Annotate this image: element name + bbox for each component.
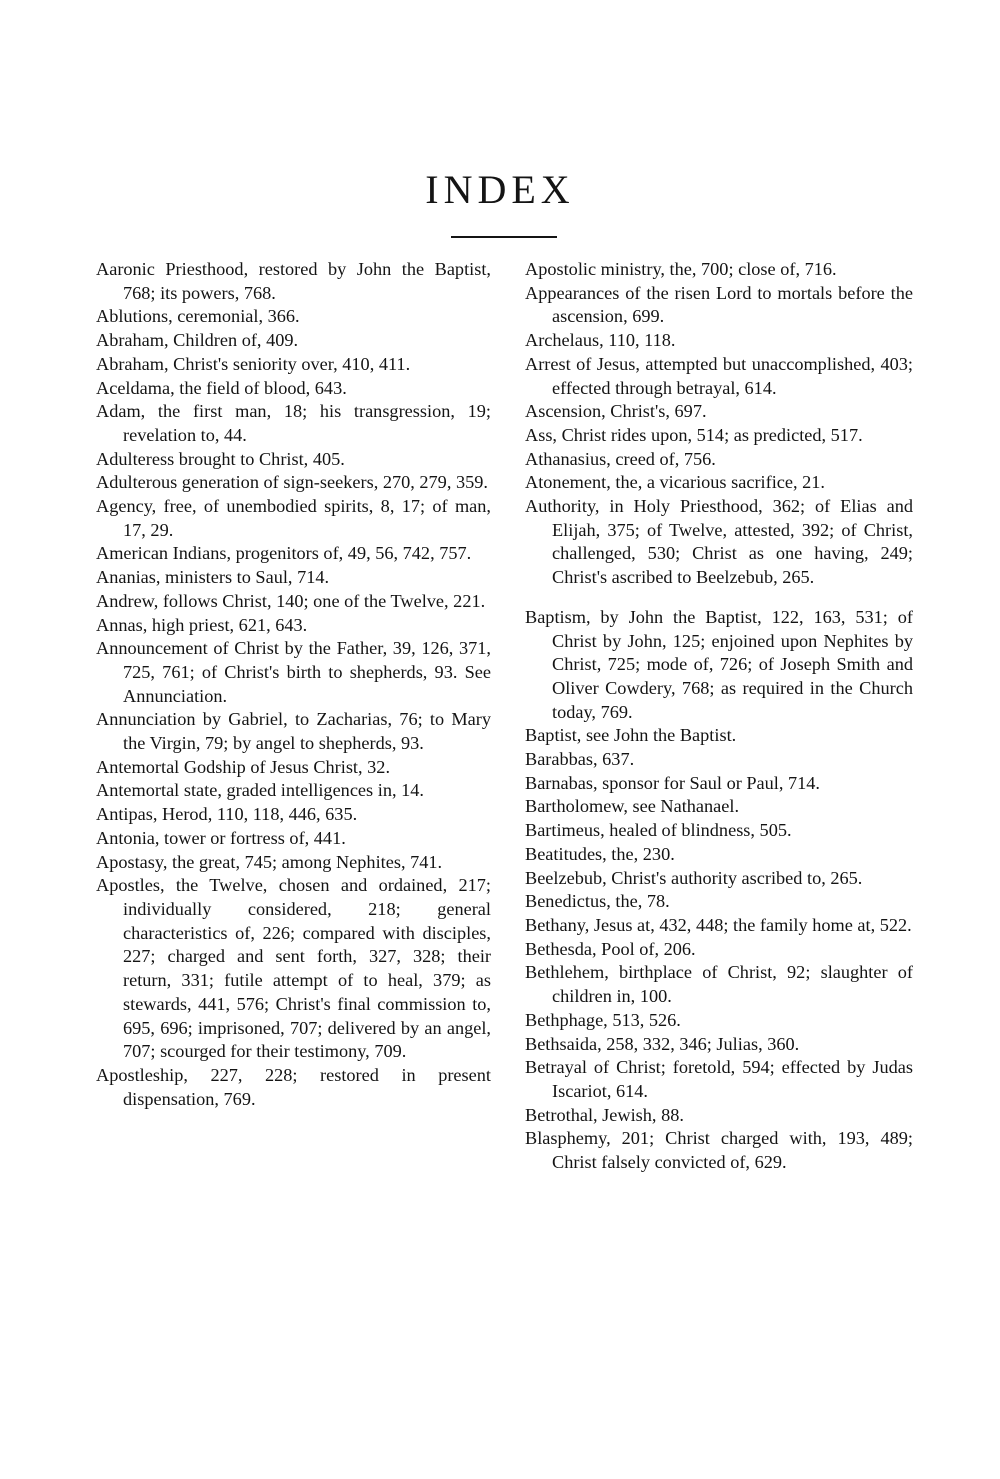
index-entry: Apostleship, 227, 228; restored in present dispensation, 769. <box>96 1064 491 1109</box>
index-column-left <box>96 258 491 1111</box>
index-entry: Adulterous generation of sign-seekers, 270, 279, 359. <box>96 472 488 493</box>
index-entry: Athanasius, creed of, 756. <box>525 448 716 469</box>
index-entry: Andrew, follows Christ, 140; one of the Twelve, 221. <box>96 590 486 611</box>
index-entry: Baptist, see John the Baptist. <box>525 725 737 746</box>
index-entry: Authority, in Holy Priesthood, 362; of Elias and Elijah, 375; of Twelve, attested, 392; of Christ, challenged, 530; Christ as one having, 249; Christ's ascribed to Beelzebub, 265. <box>525 496 913 588</box>
index-entry: Arrest of Jesus, attempted but unaccomplished, 403; effected through betrayal, 614. <box>525 353 913 398</box>
index-entry: Atonement, the, a vicarious sacrifice, 21. <box>525 472 826 493</box>
index-entry: Bethphage, 513, 526. <box>525 1009 681 1030</box>
index-entry: Benedictus, the, 78. <box>525 891 670 912</box>
index-entry: Barabbas, 637. <box>525 749 635 770</box>
index-entry: Betrayal of Christ; foretold, 594; effected by Judas Iscariot, 614. <box>525 1057 913 1101</box>
index-entry: Bethsaida, 258, 332, 346; Julias, 360. <box>525 1033 800 1054</box>
index-entry: Annas, high priest, 621, 643. <box>96 614 308 635</box>
index-entry: Annunciation by Gabriel, to Zacharias, 76; to Mary the Virgin, 79; by angel to shepherds, 93. <box>96 709 491 754</box>
index-entry: Aaronic Priesthood, restored by John the Baptist, 768; its powers, 768. <box>96 259 491 303</box>
index-entry: Antemortal state, graded intelligences in, 14. <box>96 780 424 801</box>
index-entry: Bartimeus, healed of blindness, 505. <box>525 820 792 841</box>
index-entry: Beatitudes, the, 230. <box>525 843 675 864</box>
index-entry: Apostles, the Twelve, chosen and ordained, 217; individually considered, 218; general characteristics of, 226; compared with disciples, 227; charged and sent forth, 327, 328; their return, 331; futile attempt of to heal, 379; as stewards, 441, 576; Christ's final commission to, 695, 696; imprisoned, 707; delivered by an angel, 707; scourged for their testimony, 709. <box>96 875 491 1062</box>
index-entry: Blasphemy, 201; Christ charged with, 193, 489; Christ falsely convicted of, 629. <box>525 1128 913 1173</box>
index-entry: Antipas, Herod, 110, 118, 446, 635. <box>96 804 358 825</box>
index-entry: Abraham, Children of, 409. <box>96 330 299 351</box>
index-entry: Ablutions, ceremonial, 366. <box>96 306 300 327</box>
index-entry: Barnabas, sponsor for Saul or Paul, 714. <box>525 772 820 793</box>
title-divider <box>451 236 557 238</box>
index-entry: Ass, Christ rides upon, 514; as predicted, 517. <box>525 424 863 445</box>
index-entry: Ananias, ministers to Saul, 714. <box>96 567 330 588</box>
page-title: INDEX <box>425 167 575 212</box>
index-entry: Apostolic ministry, the, 700; close of, 716. <box>525 259 837 279</box>
index-entry: Announcement of Christ by the Father, 39, 126, 371, 725, 761; of Christ's birth to shepherds, 93. See Annunciation. <box>96 638 491 706</box>
index-entry: Baptism, by John the Baptist, 122, 163, 531; of Christ by John, 125; enjoined upon Nephites by Christ, 725; mode of, 726; of Joseph Smith and Oliver Cowdery, 768; as required in the Church today, 769. <box>525 606 913 722</box>
index-entry: American Indians, progenitors of, 49, 56, 742, 757. <box>96 543 472 564</box>
index-entry: Bethany, Jesus at, 432, 448; the family home at, 522. <box>525 914 912 935</box>
index-entry: Bethlehem, birthplace of Christ, 92; slaughter of children in, 100. <box>525 962 913 1007</box>
index-entry: Bethesda, Pool of, 206. <box>525 938 696 959</box>
index-entry: Abraham, Christ's seniority over, 410, 411. <box>96 353 411 374</box>
index-entry: Bartholomew, see Nathanael. <box>525 796 740 817</box>
index-entry: Appearances of the risen Lord to mortals before the ascension, 699. <box>525 282 913 327</box>
index-entry: Antonia, tower or fortress of, 441. <box>96 827 346 848</box>
index-entry: Beelzebub, Christ's authority ascribed to, 265. <box>525 867 863 888</box>
index-entry: Ascension, Christ's, 697. <box>525 401 707 422</box>
index-entry: Antemortal Godship of Jesus Christ, 32. <box>96 756 391 777</box>
index-entry: Agency, free, of unembodied spirits, 8, 17; of man, 17, 29. <box>96 496 491 540</box>
index-entry: Aceldama, the field of blood, 643. <box>96 377 347 398</box>
index-entry: Adam, the first man, 18; his transgression, 19; revelation to, 44. <box>96 401 491 445</box>
index-entry: Betrothal, Jewish, 88. <box>525 1104 684 1125</box>
index-entry: Archelaus, 110, 118. <box>525 330 676 351</box>
index-entry: Apostasy, the great, 745; among Nephites, 741. <box>96 851 443 872</box>
index-column-right <box>525 258 913 1175</box>
index-entry: Adulteress brought to Christ, 405. <box>96 448 345 469</box>
